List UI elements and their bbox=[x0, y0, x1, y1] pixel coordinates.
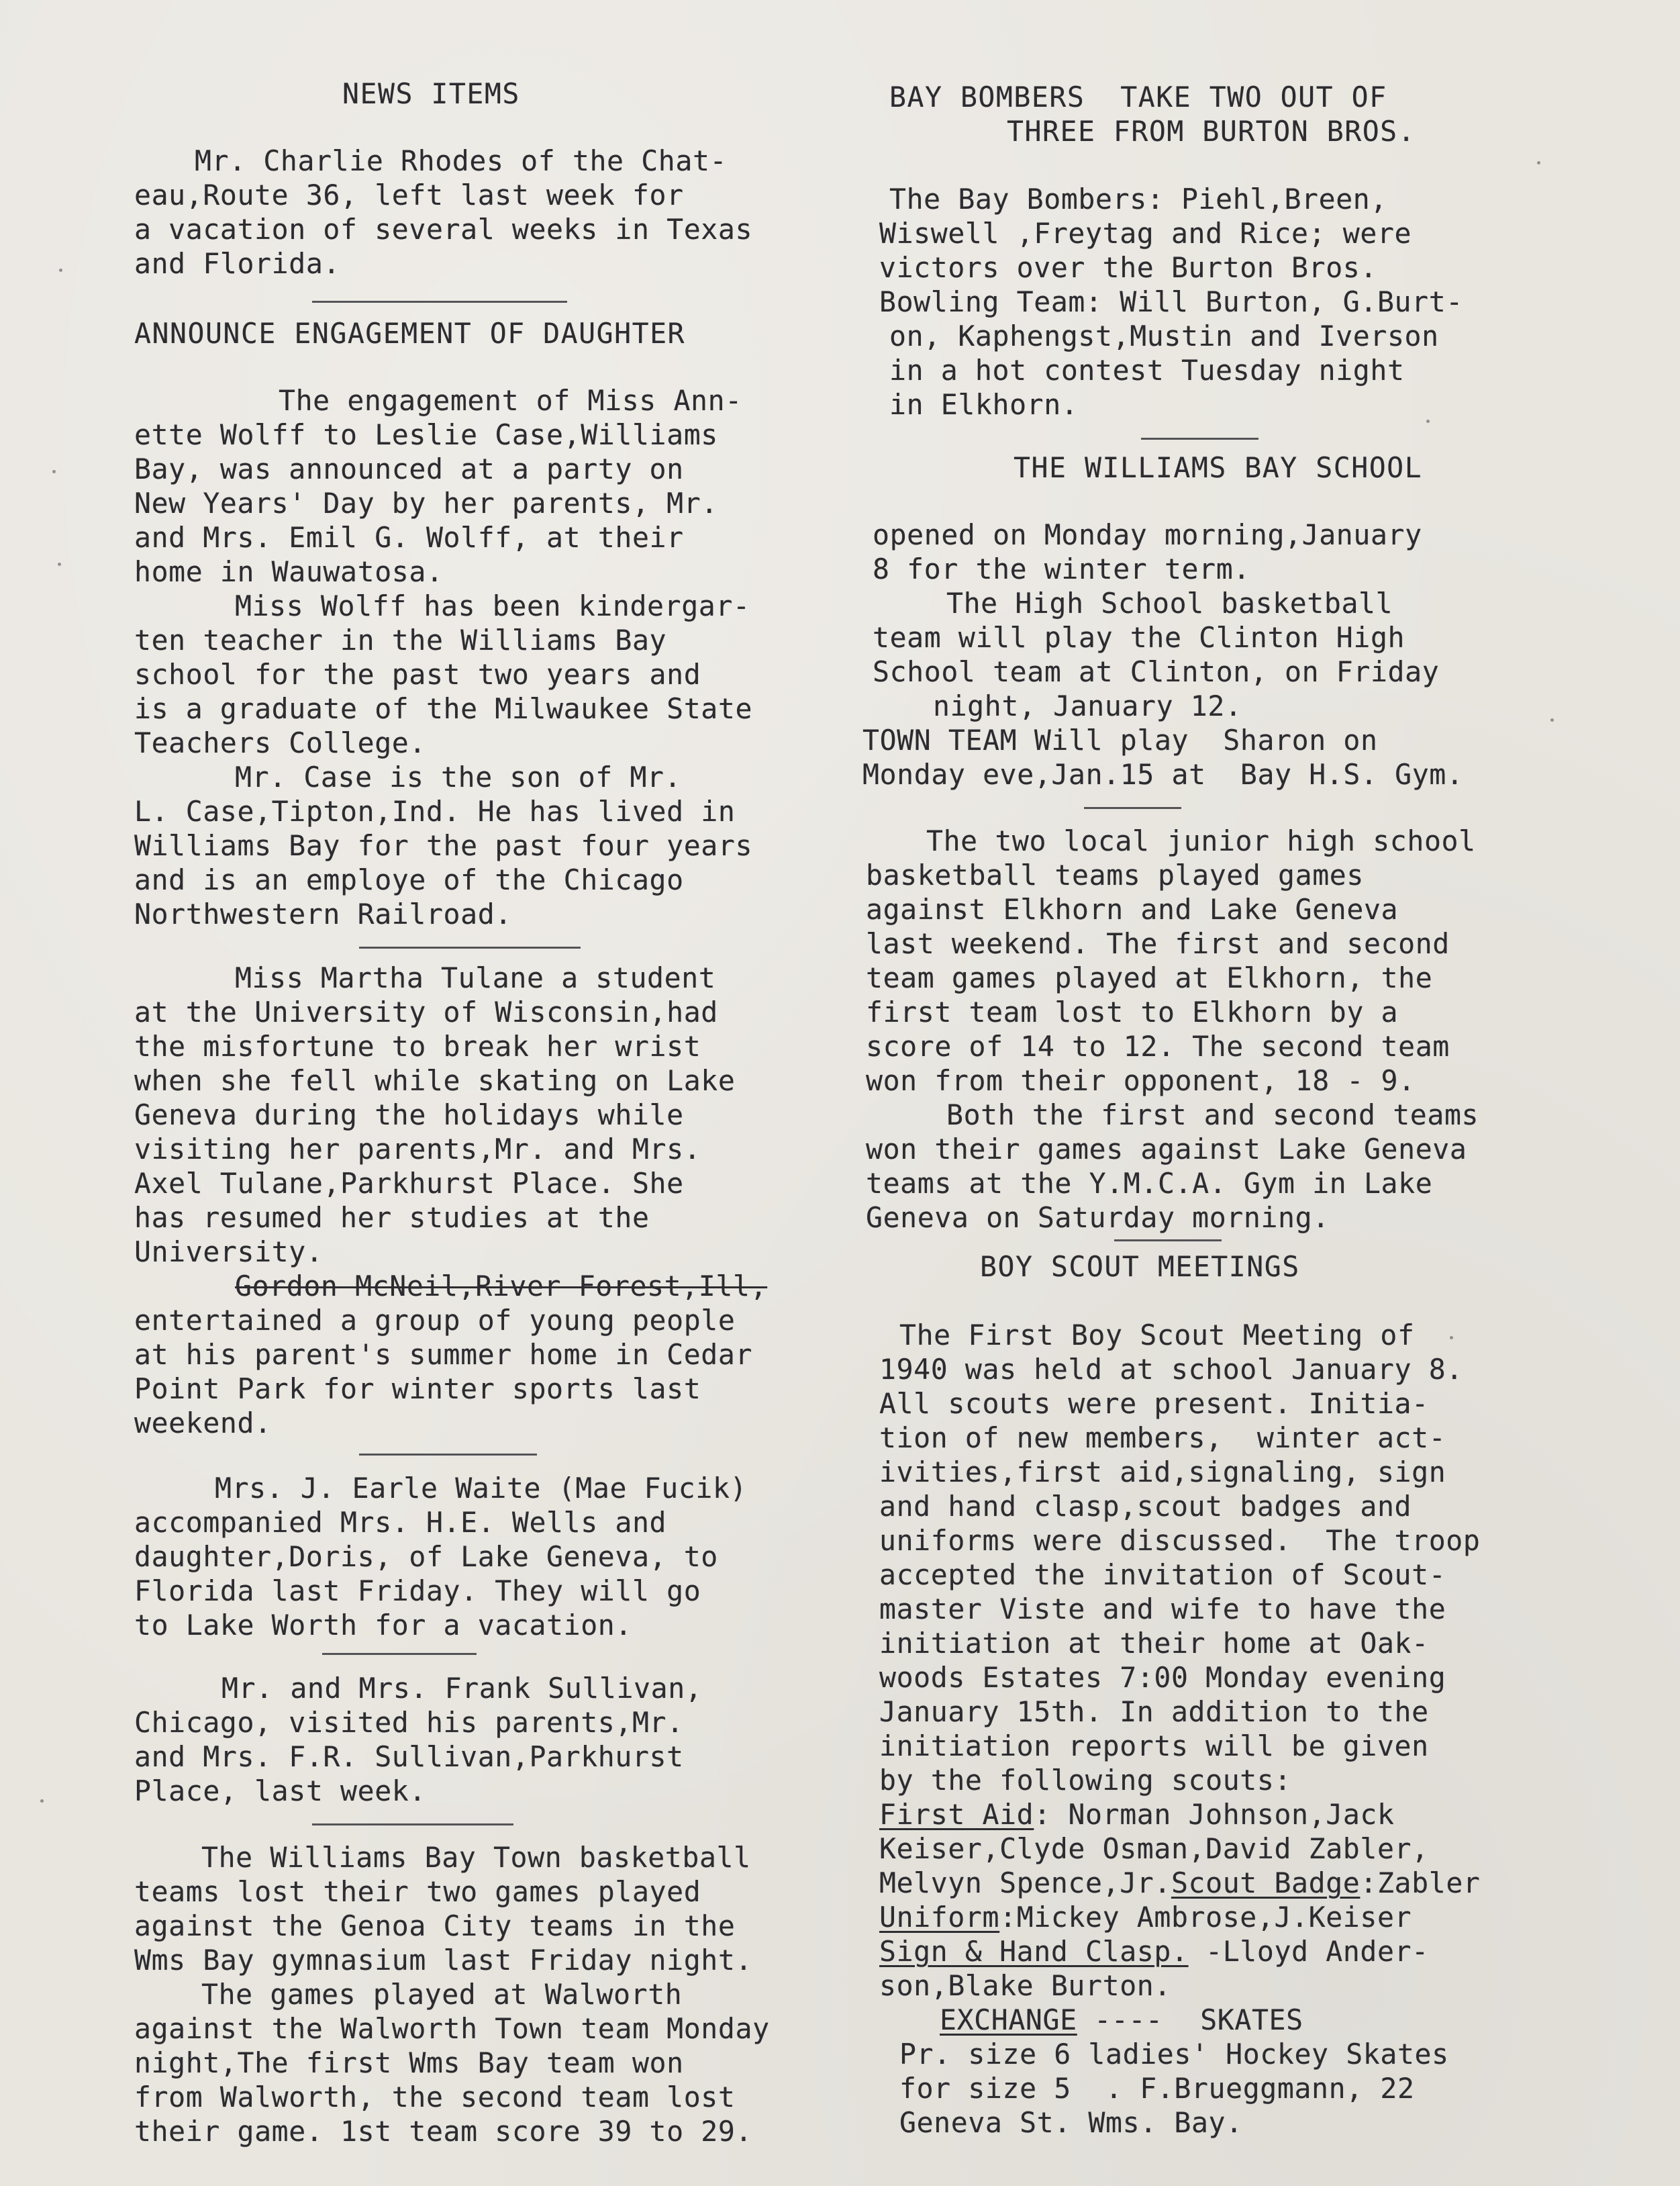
basketball-line-6: against the Walworth Town team Monday bbox=[134, 2012, 770, 2045]
tulane-line-7: Axel Tulane,Parkhurst Place. She bbox=[134, 1167, 684, 1200]
bombers-line-3: victors over the Burton Bros. bbox=[879, 251, 1377, 284]
school-line-3: The High School basketball bbox=[946, 587, 1393, 620]
uniform-label: Uniform bbox=[879, 1901, 1000, 1934]
tulane-line-2: at the University of Wisconsin,had bbox=[134, 996, 718, 1029]
engagement-line-11: Teachers College. bbox=[134, 726, 426, 759]
scouts-line-8: accepted the invitation of Scout- bbox=[879, 1558, 1446, 1591]
bombers-line-5: on, Kaphengst,Mustin and Iverson bbox=[889, 320, 1439, 352]
basketball-line-1: The Williams Bay Town basketball bbox=[201, 1841, 751, 1874]
bombers-line-2: Wiswell ,Freytag and Rice; were bbox=[879, 217, 1412, 250]
sign-line bbox=[879, 1935, 1429, 1968]
divider bbox=[312, 301, 567, 303]
tulane-line-3: the misfortune to break her wrist bbox=[134, 1030, 701, 1063]
exchange-line-1: Pr. size 6 ladies' Hockey Skates bbox=[899, 2038, 1449, 2071]
junior-high-line-5: team games played at Elkhorn, the bbox=[866, 961, 1433, 994]
exchange-heading bbox=[940, 2003, 1303, 2037]
junior-high-line-1: The two local junior high school bbox=[926, 824, 1476, 857]
exchange-title: SKATES bbox=[1200, 2003, 1303, 2036]
basketball-line-4: Wms Bay gymnasium last Friday night. bbox=[134, 1944, 753, 1977]
engagement-heading: ANNOUNCE ENGAGEMENT OF DAUGHTER bbox=[134, 317, 686, 350]
tulane-line-5: Geneva during the holidays while bbox=[134, 1098, 684, 1131]
scout-badge-label: Scout Badge bbox=[1171, 1866, 1361, 1899]
bombers-heading-2: THREE FROM BURTON BROS. bbox=[1007, 115, 1416, 148]
waite-line-2: accompanied Mrs. H.E. Wells and bbox=[134, 1506, 667, 1539]
scouts-line-5: ivities,first aid,signaling, sign bbox=[879, 1456, 1446, 1488]
junior-high-line-12: Geneva on Saturday morning. bbox=[866, 1201, 1330, 1234]
basketball-line-9: their game. 1st team score 39 to 29. bbox=[134, 2115, 753, 2148]
tulane-line-9: University. bbox=[134, 1235, 324, 1268]
bombers-line-4: Bowling Team: Will Burton, G.Burt- bbox=[879, 285, 1463, 318]
school-line-6: night, January 12. bbox=[933, 690, 1242, 722]
school-line-5: School team at Clinton, on Friday bbox=[873, 655, 1440, 688]
rhodes-line-3: a vacation of several weeks in Texas bbox=[134, 213, 753, 246]
basketball-line-8: from Walworth, the second team lost bbox=[134, 2081, 736, 2113]
junior-high-line-11: teams at the Y.M.C.A. Gym in Lake bbox=[866, 1167, 1433, 1200]
scouts-line-7: uniforms were discussed. The troop bbox=[879, 1524, 1481, 1557]
scouts-line-2: 1940 was held at school January 8. bbox=[879, 1353, 1463, 1386]
tulane-line-8: has resumed her studies at the bbox=[134, 1201, 650, 1234]
scouts-line-13: initiation reports will be given bbox=[879, 1729, 1429, 1762]
scout-badge-prefix: Melvyn Spence,Jr. bbox=[879, 1866, 1171, 1899]
paper-speck bbox=[40, 1799, 44, 1803]
first-aid-label: First Aid bbox=[879, 1798, 1034, 1831]
school-heading: THE WILLIAMS BAY SCHOOL bbox=[1014, 451, 1423, 484]
engagement-line-15: and is an employe of the Chicago bbox=[134, 863, 684, 896]
scout-badge-names: :Zabler bbox=[1360, 1866, 1481, 1899]
engagement-line-1: The engagement of Miss Ann- bbox=[279, 384, 742, 417]
junior-high-line-7: score of 14 to 12. The second team bbox=[866, 1030, 1450, 1063]
junior-high-line-2: basketball teams played games bbox=[866, 859, 1364, 892]
engagement-line-2: ette Wolff to Leslie Case,Williams bbox=[134, 418, 718, 451]
school-line-1: opened on Monday morning,January bbox=[873, 518, 1422, 551]
exchange-dash: ---- bbox=[1077, 2003, 1181, 2036]
basketball-line-5: The games played at Walworth bbox=[201, 1978, 683, 2011]
exchange-line-2: for size 5 . F.Brueggmann, 22 bbox=[899, 2072, 1415, 2105]
waite-line-1: Mrs. J. Earle Waite (Mae Fucik) bbox=[215, 1472, 748, 1505]
engagement-line-8: ten teacher in the Williams Bay bbox=[134, 624, 667, 657]
junior-high-line-10: won their games against Lake Geneva bbox=[866, 1133, 1467, 1166]
tulane-line-4: when she fell while skating on Lake bbox=[134, 1064, 736, 1097]
mcneil-line-3: at his parent's summer home in Cedar bbox=[134, 1338, 753, 1371]
school-line-8: Monday eve,Jan.15 at Bay H.S. Gym. bbox=[862, 758, 1464, 791]
junior-high-line-3: against Elkhorn and Lake Geneva bbox=[866, 893, 1399, 926]
divider bbox=[312, 1823, 513, 1825]
divider bbox=[322, 1653, 477, 1655]
paper-speck bbox=[59, 269, 62, 272]
divider bbox=[1114, 1239, 1222, 1241]
scouts-heading: BOY SCOUT MEETINGS bbox=[980, 1250, 1300, 1283]
junior-high-line-4: last weekend. The first and second bbox=[866, 927, 1450, 960]
bombers-line-1: The Bay Bombers: Piehl,Breen, bbox=[889, 183, 1387, 216]
divider bbox=[359, 1454, 537, 1456]
scouts-line-1: The First Boy Scout Meeting of bbox=[899, 1319, 1415, 1351]
engagement-line-6: home in Wauwatosa. bbox=[134, 555, 444, 588]
junior-high-line-9: Both the first and second teams bbox=[946, 1098, 1479, 1131]
mcneil-line-5: weekend. bbox=[134, 1407, 272, 1439]
bombers-line-6: in a hot contest Tuesday night bbox=[889, 354, 1405, 387]
mcneil-line-1: Gordon McNeil,River Forest,Ill, bbox=[235, 1270, 768, 1302]
scouts-line-6: and hand clasp,scout badges and bbox=[879, 1490, 1412, 1523]
exchange-line-3: Geneva St. Wms. Bay. bbox=[899, 2106, 1243, 2139]
scouts-line-10: initiation at their home at Oak- bbox=[879, 1627, 1429, 1660]
engagement-line-13: L. Case,Tipton,Ind. He has lived in bbox=[134, 795, 736, 828]
engagement-line-4: New Years' Day by her parents, Mr. bbox=[134, 487, 718, 520]
sign-label: Sign & Hand Clasp. bbox=[879, 1935, 1189, 1968]
scouts-line-9: master Viste and wife to have the bbox=[879, 1593, 1446, 1625]
school-line-2: 8 for the winter term. bbox=[873, 553, 1250, 585]
junior-high-line-8: won from their opponent, 18 - 9. bbox=[866, 1064, 1416, 1097]
divider bbox=[359, 947, 581, 949]
waite-line-3: daughter,Doris, of Lake Geneva, to bbox=[134, 1540, 718, 1573]
engagement-line-14: Williams Bay for the past four years bbox=[134, 829, 753, 862]
waite-line-5: to Lake Worth for a vacation. bbox=[134, 1609, 632, 1642]
divider bbox=[1084, 807, 1181, 809]
paper-speck bbox=[52, 470, 56, 473]
paper-speck bbox=[1537, 161, 1540, 164]
sign-names: -Lloyd Ander- bbox=[1188, 1935, 1429, 1968]
rhodes-line-4: and Florida. bbox=[134, 247, 341, 280]
basketball-line-2: teams lost their two games played bbox=[134, 1875, 701, 1908]
scouts-line-4: tion of new members, winter act- bbox=[879, 1421, 1446, 1454]
tulane-line-1: Miss Martha Tulane a student bbox=[235, 961, 716, 994]
divider bbox=[1141, 438, 1258, 440]
sullivan-line-3: and Mrs. F.R. Sullivan,Parkhurst bbox=[134, 1740, 684, 1773]
bombers-line-7: in Elkhorn. bbox=[889, 388, 1079, 421]
sign-line-2: son,Blake Burton. bbox=[879, 1969, 1171, 2002]
sullivan-line-1: Mr. and Mrs. Frank Sullivan, bbox=[221, 1672, 703, 1705]
rhodes-line-1: Mr. Charlie Rhodes of the Chat- bbox=[195, 144, 728, 177]
scouts-line-14: by the following scouts: bbox=[879, 1764, 1292, 1797]
engagement-line-16: Northwestern Railroad. bbox=[134, 898, 512, 931]
paper-speck bbox=[1426, 420, 1430, 423]
paper-speck bbox=[58, 563, 61, 566]
uniform-names: :Mickey Ambrose,J.Keiser bbox=[999, 1901, 1412, 1934]
engagement-line-5: and Mrs. Emil G. Wolff, at their bbox=[134, 521, 684, 554]
scouts-line-11: woods Estates 7:00 Monday evening bbox=[879, 1661, 1446, 1694]
uniform-line bbox=[879, 1901, 1412, 1934]
sullivan-line-2: Chicago, visited his parents,Mr. bbox=[134, 1706, 684, 1739]
waite-line-4: Florida last Friday. They will go bbox=[134, 1574, 701, 1607]
tulane-line-6: visiting her parents,Mr. and Mrs. bbox=[134, 1133, 701, 1166]
rhodes-line-2: eau,Route 36, left last week for bbox=[134, 179, 684, 211]
mcneil-line-4: Point Park for winter sports last bbox=[134, 1372, 701, 1405]
engagement-line-9: school for the past two years and bbox=[134, 658, 701, 691]
engagement-line-3: Bay, was announced at a party on bbox=[134, 453, 684, 485]
school-line-7: TOWN TEAM Will play Sharon on bbox=[862, 724, 1378, 757]
engagement-line-7: Miss Wolff has been kindergar- bbox=[235, 589, 750, 622]
basketball-line-3: against the Genoa City teams in the bbox=[134, 1909, 736, 1942]
junior-high-line-6: first team lost to Elkhorn by a bbox=[866, 996, 1399, 1029]
sullivan-line-4: Place, last week. bbox=[134, 1774, 426, 1807]
first-aid-line-2: Keiser,Clyde Osman,David Zabler, bbox=[879, 1832, 1429, 1865]
basketball-line-7: night,The first Wms Bay team won bbox=[134, 2046, 684, 2079]
first-aid-names: : Norman Johnson,Jack bbox=[1034, 1798, 1395, 1831]
paper-speck bbox=[1550, 718, 1554, 722]
paper-speck bbox=[1450, 1336, 1453, 1339]
school-line-4: team will play the Clinton High bbox=[873, 621, 1405, 654]
scout-badge-line bbox=[879, 1866, 1481, 1900]
scouts-line-12: January 15th. In addition to the bbox=[879, 1695, 1429, 1728]
bombers-heading-1: BAY BOMBERS TAKE TWO OUT OF bbox=[889, 81, 1387, 113]
engagement-line-10: is a graduate of the Milwaukee State bbox=[134, 692, 753, 725]
news-items-heading: NEWS ITEMS bbox=[342, 77, 520, 110]
engagement-line-12: Mr. Case is the son of Mr. bbox=[235, 761, 682, 794]
first-aid-line bbox=[879, 1798, 1395, 1832]
exchange-label: EXCHANGE bbox=[940, 2003, 1077, 2036]
scouts-line-3: All scouts were present. Initia- bbox=[879, 1387, 1429, 1420]
mcneil-line-2: entertained a group of young people bbox=[134, 1304, 736, 1337]
